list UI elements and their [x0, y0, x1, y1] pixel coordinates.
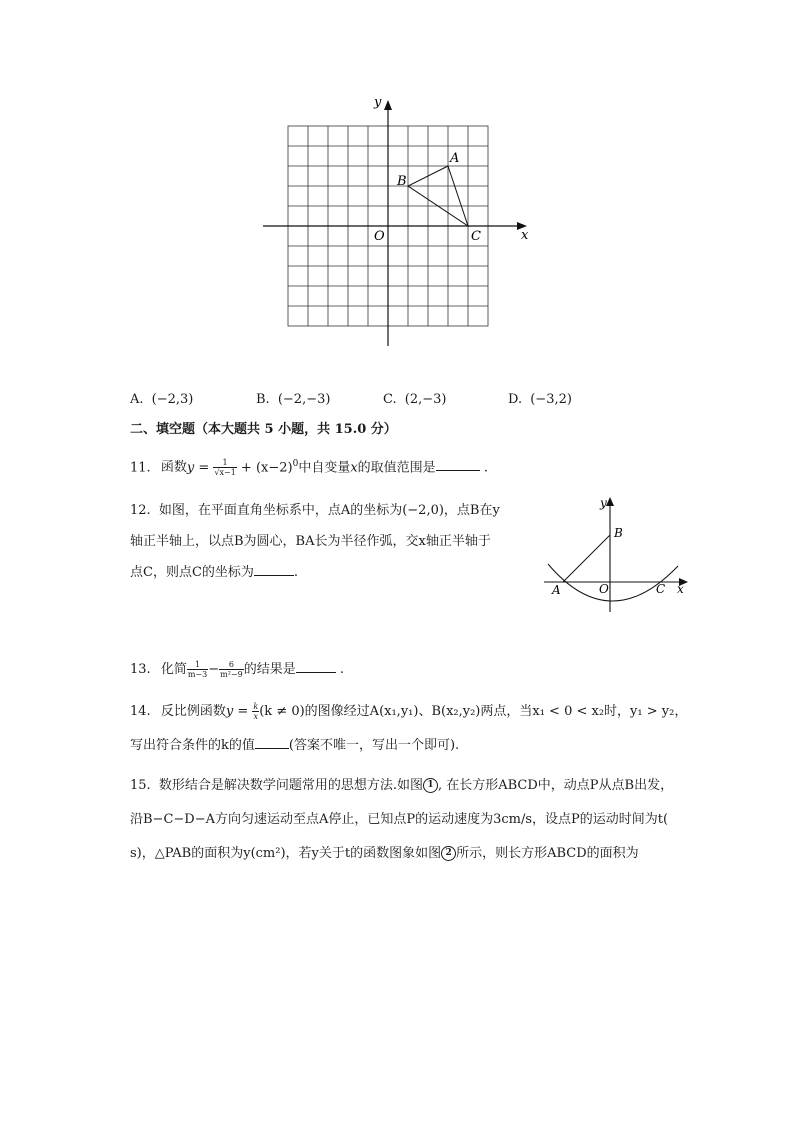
q11-frac-num: 1 — [213, 458, 236, 468]
q13-text2: 的结果是 — [243, 662, 296, 677]
section-heading: 二、填空题（本大题共 5 小题，共 15.0 分） — [130, 422, 397, 437]
y-axis-label: y — [374, 95, 382, 110]
fig2-origin-label: O — [599, 582, 609, 596]
choice-a-label: A. — [130, 392, 144, 407]
question-11 — [130, 455, 488, 477]
q13-frac1-den: m−3 — [187, 670, 208, 679]
arc-coordinate-figure — [540, 492, 700, 616]
q14-text1: 反比例函数 — [160, 704, 226, 719]
q12-answer-blank[interactable] — [254, 575, 294, 576]
triangle-abc — [408, 166, 468, 226]
y-axis-arrow — [384, 100, 392, 110]
q11-exp: 0 — [292, 459, 299, 469]
q14-number: 14. — [130, 704, 151, 719]
q14-line2a: 写出符合条件的k的值 — [130, 738, 255, 753]
q13-frac2-num: 6 — [219, 660, 244, 670]
fig2-point-a-label: A — [552, 583, 561, 597]
fig2-y-axis-arrow — [606, 497, 614, 506]
q14-y: y — [225, 704, 234, 719]
q11-var: x — [350, 460, 358, 476]
choice-b[interactable] — [256, 391, 330, 409]
choice-c-value: (2,−3) — [404, 392, 447, 407]
q15-line3b: 所示，则长方形ABCD的面积为 — [456, 846, 639, 861]
choice-c-label: C. — [383, 392, 397, 407]
q12-line1-text: 如图，在平面直角坐标系中，点A的坐标为(−2,0)，点B在y — [158, 503, 500, 518]
q14-frac-num: k — [253, 702, 259, 711]
segment-ba — [563, 535, 610, 582]
q13-frac1-num: 1 — [187, 660, 208, 670]
choice-a-value: (−2,3) — [151, 392, 194, 407]
q12-line2: 轴正半轴上，以点B为圆心，BA长为半径作弧，交x轴正半轴于 — [130, 534, 491, 549]
question-13 — [130, 660, 344, 679]
q14-eq: = — [233, 704, 253, 719]
question-14-line2 — [130, 737, 459, 755]
q15-figure2-marker: 2 — [441, 846, 456, 861]
q13-answer-blank[interactable] — [296, 672, 336, 673]
fig2-point-b-label: B — [614, 526, 623, 540]
q15-line1 — [130, 769, 673, 803]
q14-frac-den: x — [253, 712, 259, 721]
x-axis-label: x — [521, 228, 529, 243]
question-12 — [130, 495, 500, 588]
q15-line1b: , 在长方形ABCD中，动点P从点B出发， — [437, 778, 674, 793]
q11-text4: 的取值范围是 — [357, 460, 436, 476]
q12-number: 12. — [130, 503, 151, 518]
q13-fraction1 — [187, 660, 208, 679]
q14-answer-blank[interactable] — [255, 748, 289, 749]
q14-text2: (k ≠ 0)的图像经过A(x₁,y₁)、B(x₂,y₂)两点，当x₁ < 0 < x₂时，y₁ > y₂， — [259, 704, 688, 719]
origin-label: O — [374, 229, 385, 244]
q13-frac2-den: m²−9 — [220, 670, 243, 679]
q13-fraction2 — [219, 660, 244, 679]
q11-eq: = — [194, 460, 214, 476]
grid-coordinate-figure — [255, 90, 545, 355]
q11-end: . — [479, 460, 488, 476]
q11-fraction — [213, 458, 236, 477]
choice-a[interactable] — [130, 391, 193, 409]
fig2-y-label: y — [600, 496, 607, 510]
q15-number: 15. — [130, 778, 151, 793]
q15-line3a: s)，△PAB的面积为y(cm²)，若y关于t的函数图象如图 — [130, 846, 442, 861]
q12-line3 — [130, 557, 500, 588]
choice-d-label: D. — [508, 392, 523, 407]
q11-y: y — [186, 460, 195, 476]
fig2-x-label: x — [677, 582, 684, 596]
choice-b-value: (−2,−3) — [277, 392, 331, 407]
q15-line2: 沿B−C−D−A方向匀速运动至点A停止，已知点P的运动速度为3cm/s，设点P的运动时间为t( — [130, 812, 669, 827]
q15-line3 — [130, 837, 673, 871]
q11-frac-den: √x−1 — [214, 468, 236, 478]
point-b-label: B — [397, 174, 407, 189]
choice-c[interactable] — [383, 391, 446, 409]
q12-line3-text: 点C，则点C的坐标为 — [130, 565, 254, 580]
point-a-label: A — [450, 151, 460, 166]
q13-number: 13. — [130, 662, 151, 677]
choice-d-value: (−3,2) — [530, 392, 572, 407]
q13-text1: 化简 — [160, 662, 187, 677]
question-15 — [130, 769, 673, 871]
fig2-point-c-label: C — [656, 582, 666, 596]
q11-text3: 中自变量 — [298, 460, 351, 476]
point-c-label: C — [471, 229, 481, 244]
question-14 — [130, 702, 687, 721]
q13-end: . — [335, 662, 345, 677]
q12-line1 — [130, 495, 500, 526]
choice-b-label: B. — [256, 392, 270, 407]
q11-number: 11. — [130, 460, 151, 476]
q11-text1: 函数 — [160, 460, 187, 476]
q15-line1a: 数形结合是解决数学问题常用的思想方法.如图 — [158, 778, 423, 793]
q11-text2: + (x−2) — [236, 460, 293, 476]
q12-end: . — [293, 565, 299, 580]
choice-d[interactable] — [508, 391, 572, 409]
q14-line2b: (答案不唯一，写出一个即可). — [288, 738, 460, 753]
q13-minus: − — [208, 662, 220, 677]
q15-figure1-marker: 1 — [423, 778, 438, 793]
q11-answer-blank[interactable] — [436, 470, 480, 471]
